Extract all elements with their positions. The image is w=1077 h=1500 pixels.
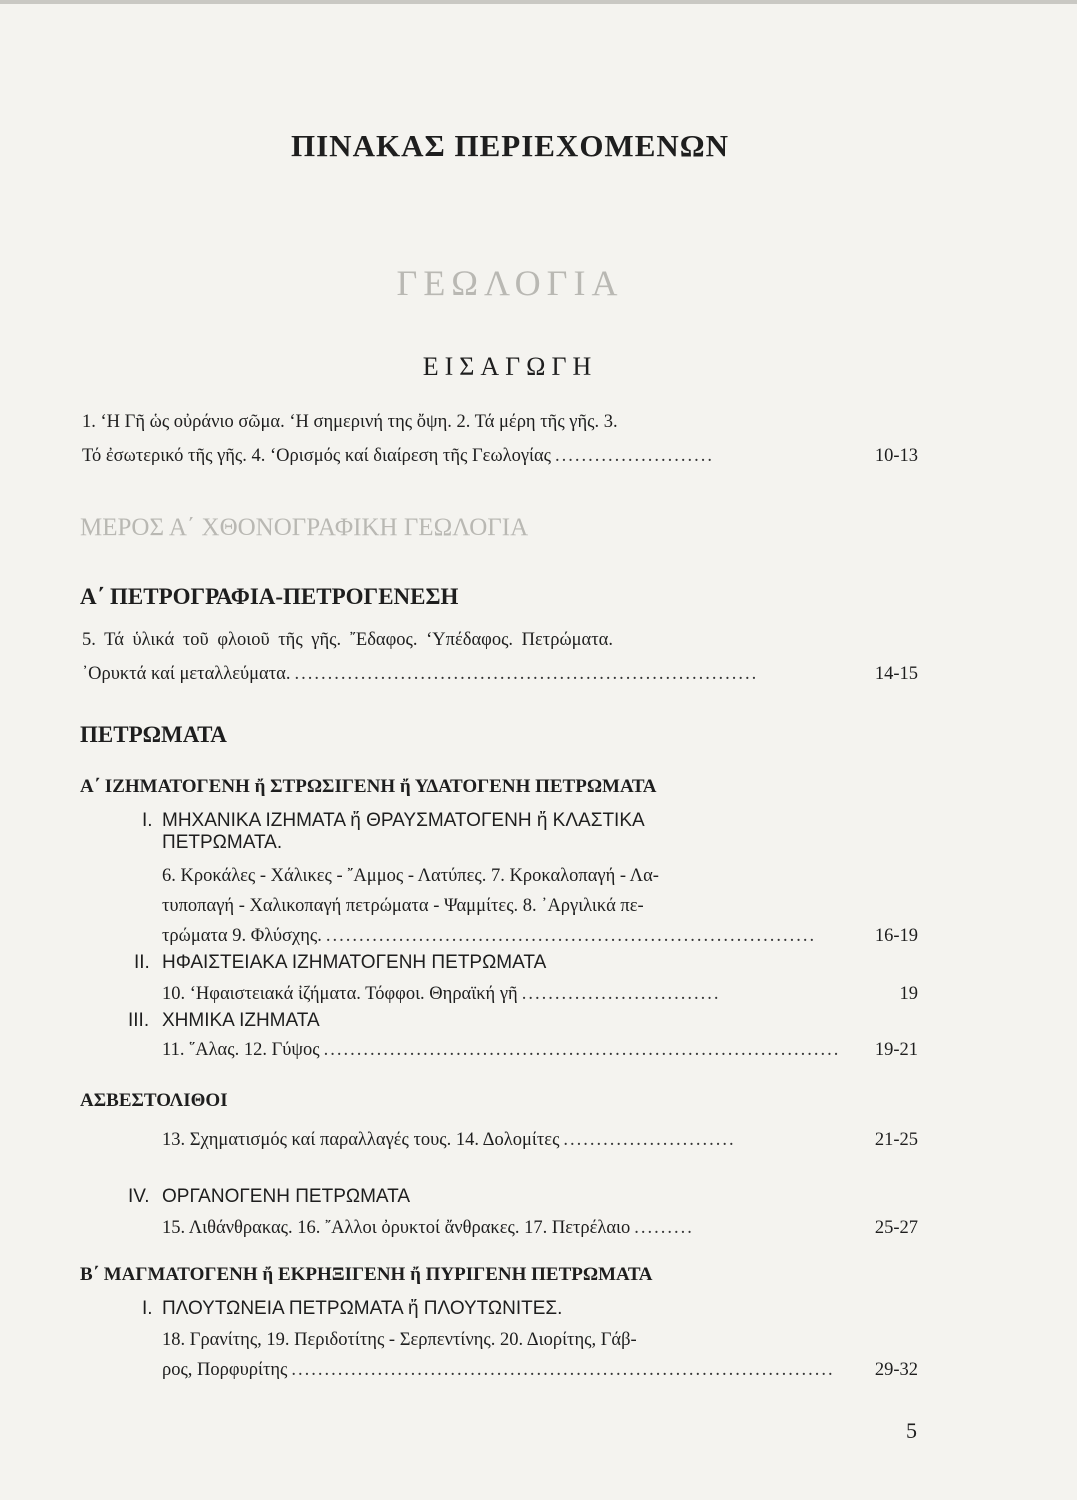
subsection-4-label: ΟΡΓΑΝΟΓΕΝΗ ΠΕΤΡΩΜΑΤΑ [162,1186,411,1207]
leader-dots: .......................................................................... [325,926,817,946]
toc-text: τρώματα 9. Φλύσχης. [162,926,322,946]
entry-18-line1: 18. Γρανίτης, 19. Περιδοτίτης - Σερπεντίνης. 20. Διορίτης, Γάβ- [162,1330,637,1350]
toc-text: ᾿Ορυκτά καί μεταλλεύματα. [82,664,291,684]
toc-text: Τό ἐσωτερικό τῆς γῆς. 4. ‘Ορισμός καί διαίρεση τῆς Γεωλογίας [82,446,552,466]
leader-dots: .................................................................................. [291,1360,835,1380]
subsection-3-num: III. [128,1010,150,1031]
section-heading-petrografia: Α΄ ΠΕΤΡΟΓΡΑΦΙΑ-ΠΕΤΡΟΓΕΝΕΣΗ [80,584,459,609]
entry-6-line2: τυποπαγή - Χαλικοπαγή πετρώματα - Ψαμμίτες. 8. ᾿Αργιλικά πε- [162,896,644,916]
subject-heading: ΓΕΩΛΟΓΙΑ [396,263,624,303]
scan-edge [0,0,1077,4]
entry-11 [162,1040,918,1061]
petromata-heading: ΠΕΤΡΩΜΑΤΑ [80,722,227,747]
subsection-2-label: ΗΦΑΙΣΤΕΙΑΚΑ ΙΖΗΜΑΤΟΓΕΝΗ ΠΕΤΡΩΜΑΤΑ [162,952,547,973]
entry-15 [162,1218,918,1239]
toc-text: 10. ‘Ηφαιστειακά ἰζήματα. Τόφφοι. Θηραϊκή γῆ [162,984,518,1004]
entry-6-line1: 6. Κροκάλες - Χάλικες - ῎Αμμος - Λατύπες. 7. Κροκαλοπαγή - Λα- [162,866,659,886]
entry-18-line2 [162,1360,918,1381]
subsection-4-num: IV. [128,1186,150,1207]
group-b-heading: Β΄ ΜΑΓΜΑΤΟΓΕΝΗ ἤ ΕΚΡΗΞΙΓΕΝΗ ἤ ΠΥΡΙΓΕΝΗ ΠΕΤΡΩΜΑΤΑ [80,1264,653,1285]
page-ref: 19 [899,984,918,1004]
leader-dots: .............................. [521,984,721,1004]
intro-heading: ΕΙΣΑΓΩΓΗ [422,352,598,381]
subsection-1-line2: ΠΕΤΡΩΜΑΤΑ. [162,832,283,853]
page-ref: 16-19 [874,926,918,946]
subsection-5-label: ΠΛΟΥΤΩΝΕΙΑ ΠΕΤΡΩΜΑΤΑ ἤ ΠΛΟΥΤΩΝΙΤΕΣ. [162,1298,563,1319]
group-a-heading: Α΄ ΙΖΗΜΑΤΟΓΕΝΗ ἤ ΣΤΡΩΣΙΓΕΝΗ ἤ ΥΔΑΤΟΓΕΝΗ ΠΕΤΡΩΜΑΤΑ [80,776,657,797]
subsection-1-num: I. [142,810,153,831]
entry-10 [162,984,918,1005]
subsection-5-num: I. [142,1298,153,1319]
page-title: ΠΙΝΑΚΑΣ ΠΕΡΙΕΧΟΜΕΝΩΝ [291,128,729,163]
entry-5-line1: 5. Τά ὑλικά τοῦ φλοιοῦ τῆς γῆς. ῎Εδαφος. ‘Υπέδαφος. Πετρώματα. [82,630,613,650]
leader-dots: ...................................................................... [294,664,759,684]
page-ref: 19-21 [874,1040,918,1060]
subsection-1-line1: ΜΗΧΑΝΙΚΑ ΙΖΗΜΑΤΑ ἤ ΘΡΑΥΣΜΑΤΟΓΕΝΗ ἤ ΚΛΑΣΤΙΚΑ [162,810,645,831]
toc-text: 13. Σχηματισμός καί παραλλαγές τους. 14. Δολομίτες [162,1130,560,1150]
toc-text: 11. ῞Αλας. 12. Γύψος [162,1040,320,1060]
leader-dots: .......................... [563,1130,736,1150]
page-ref: 29-32 [874,1360,918,1380]
part-heading: ΜΕΡΟΣ Α΄ ΧΘΟΝΟΓΡΑΦΙΚΗ ΓΕΩΛΟΓΙΑ [80,514,529,541]
toc-text: ρος, Πορφυρίτης [162,1360,288,1380]
page-ref: 14-15 [874,664,918,684]
intro-entry-line1: 1. ‘Η Γῆ ὡς οὐράνιο σῶμα. ‘Η σημερινή της ὄψη. 2. Τά μέρη τῆς γῆς. 3. [82,412,618,432]
entry-5-line2 [82,664,918,685]
intro-entry-line2 [82,446,918,467]
leader-dots: ........................ [555,446,715,466]
leader-dots: ......... [634,1218,694,1238]
asvestolithoi-heading: ΑΣΒΕΣΤΟΛΙΘΟΙ [80,1090,228,1111]
subsection-3-label: ΧΗΜΙΚΑ ΙΖΗΜΑΤΑ [162,1010,320,1031]
page-number: 5 [906,1418,917,1443]
page-ref: 10-13 [874,446,918,466]
page-ref: 21-25 [874,1130,918,1150]
entry-6-line3 [162,926,918,947]
entry-13 [162,1130,918,1151]
page-ref: 25-27 [874,1218,918,1238]
subsection-2-num: II. [134,952,150,973]
leader-dots: .............................................................................. [323,1040,841,1060]
toc-text: 15. Λιθάνθρακας. 16. ῎Αλλοι ὀρυκτοί ἄνθρακες. 17. Πετρέλαιο [162,1218,631,1238]
